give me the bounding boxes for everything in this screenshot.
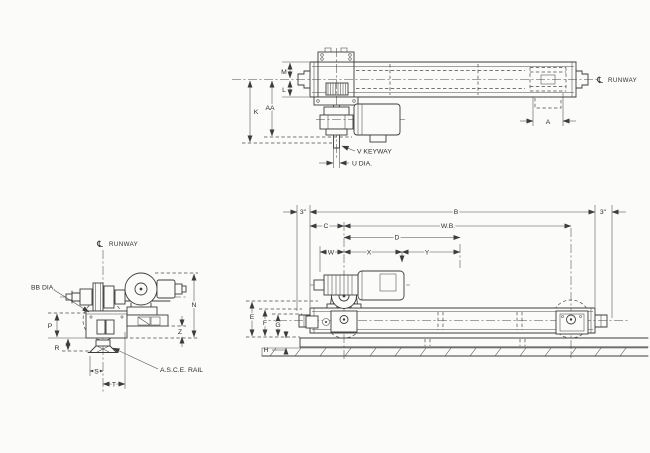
runway-rail-side: [262, 338, 648, 356]
dim-label-t: T: [111, 381, 117, 389]
truck-frame-end-view: [48, 311, 168, 338]
dim-label-r: R: [54, 345, 60, 352]
gearbox-end-view: [125, 273, 186, 315]
dim-label-m: M: [281, 69, 287, 76]
dim-label-f: F: [262, 320, 268, 327]
dim-label-l: L: [282, 87, 286, 94]
dim-label-w: W: [327, 249, 335, 257]
dim-label-x: X: [366, 249, 372, 257]
centerline-symbol: ℄: [597, 76, 603, 86]
asce-rail-label: A.S.C.E. RAIL: [160, 367, 204, 374]
end-view: [31, 240, 203, 392]
dim-label-s: S: [94, 368, 99, 376]
gear-case-plan: [314, 48, 358, 105]
plan-view: [232, 48, 637, 168]
v-keyway-label: V KEYWAY: [357, 148, 392, 156]
dim-label-3in-right: 3": [599, 209, 607, 216]
dim-label-e: E: [249, 314, 255, 321]
dim-label-n: N: [191, 302, 197, 309]
shaft-callouts: [319, 146, 392, 168]
bb-dia-label: BB DIA.: [31, 284, 56, 292]
dim-label-b: B: [453, 209, 459, 216]
u-dia-label: U DIA.: [352, 160, 373, 168]
dim-label-h: H: [263, 347, 269, 354]
dim-label-z: Z: [177, 329, 183, 336]
wheel-hidden-plan: [530, 68, 566, 109]
dim-label-y: Y: [424, 249, 430, 257]
dim-label-c: C: [323, 223, 329, 230]
runway-label: RUNWAY: [109, 241, 139, 248]
dim-label-wb: W.B.: [440, 223, 456, 230]
dim-a: [520, 93, 576, 126]
right-axle-plate: [556, 311, 588, 334]
end-view-callouts: [31, 240, 203, 374]
drive-motor-side-view: [310, 271, 410, 300]
dim-label-a: A: [545, 119, 551, 126]
centerline-symbol: ℄: [97, 240, 103, 250]
dim-label-p: P: [47, 323, 53, 330]
dim-label-3in-left: 3": [299, 209, 307, 216]
dim-label-aa: AA: [265, 105, 275, 112]
dim-label-d: D: [394, 234, 400, 242]
dim-label-k: K: [253, 109, 259, 116]
plan-runway-label: [596, 76, 637, 86]
runway-label: RUNWAY: [608, 77, 638, 84]
dim-label-g: G: [275, 322, 281, 329]
side-elevation-view: [246, 205, 648, 360]
